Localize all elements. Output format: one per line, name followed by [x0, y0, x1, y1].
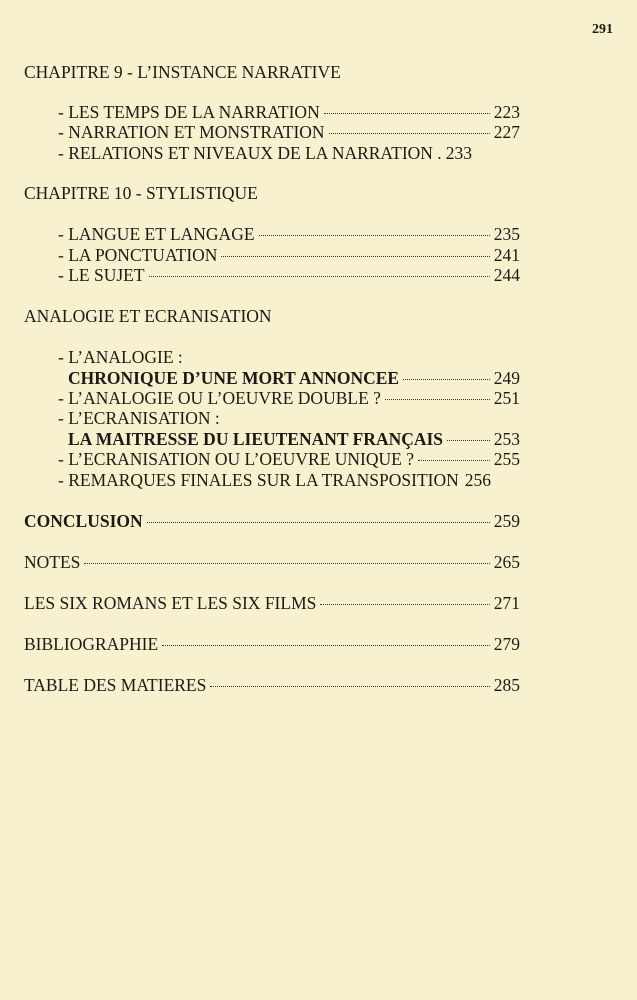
- toc-entry: [58, 449, 520, 469]
- toc-entry: [68, 429, 520, 449]
- leader-dots: [259, 235, 490, 236]
- entry-page: 255: [493, 449, 520, 469]
- entry-page: 285: [493, 675, 520, 695]
- toc-subheading: - L’ECRANISATION :: [58, 408, 220, 428]
- entry-label: LA MAITRESSE DU LIEUTENANT FRANÇAIS: [68, 429, 444, 449]
- toc-entry: [68, 368, 520, 388]
- toc-entry: [58, 143, 520, 163]
- entry-page: 256: [464, 470, 492, 490]
- entry-page: 235: [493, 224, 520, 244]
- entry-label: - L’ECRANISATION OU L’OEUVRE UNIQUE ?: [58, 449, 414, 469]
- leader-dots: [320, 604, 489, 605]
- entry-label: - RELATIONS ET NIVEAUX DE LA NARRATION .: [58, 143, 442, 163]
- leader-dots: [149, 276, 490, 277]
- entry-label: BIBLIOGRAPHIE: [24, 634, 159, 654]
- leader-dots: [84, 563, 489, 564]
- entry-label: LES SIX ROMANS ET LES SIX FILMS: [24, 593, 317, 613]
- toc-entry: [58, 388, 520, 408]
- toc-entry: [58, 122, 520, 142]
- leader-dots: [329, 133, 490, 134]
- entry-label: TABLE DES MATIERES: [24, 675, 207, 695]
- entry-page: 249: [493, 368, 520, 388]
- toc-entry: [58, 470, 520, 490]
- analogie-title: ANALOGIE ET ECRANISATION: [24, 306, 272, 326]
- entry-page: 233: [445, 143, 472, 163]
- entry-page: 227: [493, 122, 520, 142]
- entry-label: - REMARQUES FINALES SUR LA TRANSPOSITION: [58, 470, 459, 490]
- entry-page: 259: [493, 511, 520, 531]
- toc-entry-conclusion: [24, 511, 520, 531]
- leader-dots: [210, 686, 489, 687]
- leader-dots: [447, 440, 490, 441]
- toc-entry: [58, 224, 520, 244]
- entry-label: - NARRATION ET MONSTRATION: [58, 122, 325, 142]
- entry-page: 244: [493, 265, 520, 285]
- leader-dots: [418, 460, 490, 461]
- toc-entry: [58, 102, 520, 122]
- leader-dots: [162, 645, 490, 646]
- leader-dots: [221, 256, 489, 257]
- entry-page: 271: [493, 593, 520, 613]
- leader-dots: [324, 113, 490, 114]
- entry-page: 223: [493, 102, 520, 122]
- toc-subheading: - L’ANALOGIE :: [58, 347, 183, 367]
- entry-page: 265: [493, 552, 520, 572]
- toc-entry-romans: [24, 593, 520, 613]
- entry-page: 241: [493, 245, 520, 265]
- chapter9-title: CHAPITRE 9 - L’INSTANCE NARRATIVE: [24, 62, 341, 82]
- chapter10-title: CHAPITRE 10 - STYLISTIQUE: [24, 183, 258, 203]
- toc-entry-table: [24, 675, 520, 695]
- page-number: 291: [592, 22, 613, 37]
- entry-label: - L’ANALOGIE OU L’OEUVRE DOUBLE ?: [58, 388, 381, 408]
- leader-dots: [403, 379, 490, 380]
- entry-label: - LA PONCTUATION: [58, 245, 218, 265]
- entry-label: NOTES: [24, 552, 81, 572]
- entry-label: CHRONIQUE D’UNE MORT ANNONCEE: [68, 368, 400, 388]
- entry-label: CONCLUSION: [24, 511, 143, 531]
- entry-page: 279: [493, 634, 520, 654]
- leader-dots: [147, 522, 490, 523]
- entry-label: - LANGUE ET LANGAGE: [58, 224, 255, 244]
- toc-entry: [58, 245, 520, 265]
- entry-page: 253: [493, 429, 520, 449]
- entry-label: - LES TEMPS DE LA NARRATION: [58, 102, 320, 122]
- entry-label: - LE SUJET: [58, 265, 145, 285]
- entry-page: 251: [493, 388, 520, 408]
- toc-entry-notes: [24, 552, 520, 572]
- toc-entry: [58, 265, 520, 285]
- toc-entry-bibliographie: [24, 634, 520, 654]
- leader-dots: [385, 399, 490, 400]
